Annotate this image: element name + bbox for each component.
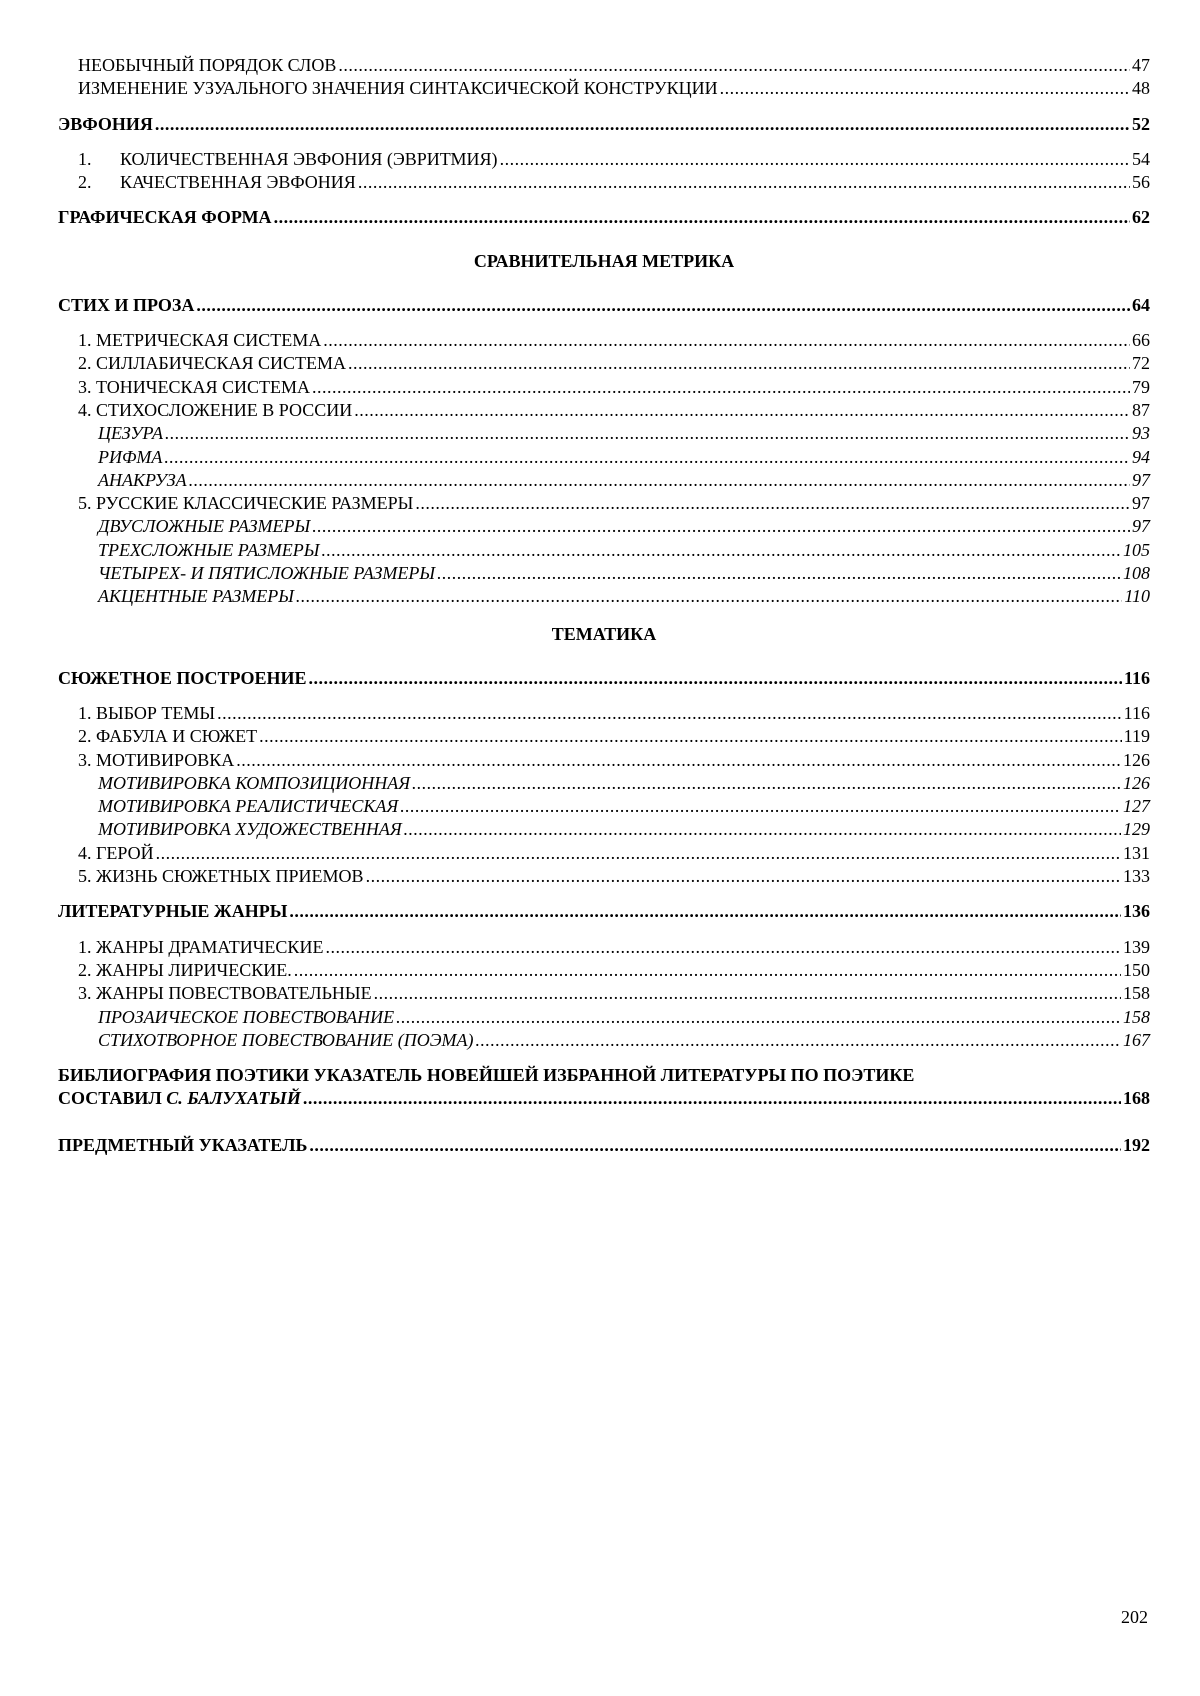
entry-title: ГРАФИЧЕСКАЯ ФОРМА <box>58 207 272 228</box>
entry-title: 2. ФАБУЛА И СЮЖЕТ <box>78 726 258 747</box>
table-of-contents <box>58 54 1150 1157</box>
entry-page: 97 <box>1132 493 1150 514</box>
dot-leader <box>155 113 1130 136</box>
dot-leader <box>294 959 1121 982</box>
entry-page: 52 <box>1132 113 1150 134</box>
entry-title: СЮЖЕТНОЕ ПОСТРОЕНИЕ <box>58 667 307 688</box>
toc-entry[interactable] <box>58 725 1150 748</box>
entry-title: ЦЕЗУРА <box>98 423 163 444</box>
dot-leader <box>303 1087 1121 1110</box>
toc-subentry[interactable] <box>58 585 1150 608</box>
entry-title: 2. СИЛЛАБИЧЕСКАЯ СИСТЕМА <box>78 353 346 374</box>
toc-section-entry[interactable] <box>58 113 1150 136</box>
entry-title: 2. ЖАНРЫ ЛИРИЧЕСКИЕ. <box>78 959 292 980</box>
entry-title: СТИХОТВОРНОЕ ПОВЕСТВОВАНИЕ (ПОЭМА) <box>98 1029 474 1050</box>
entry-title: 5. РУССКИЕ КЛАССИЧЕСКИЕ РАЗМЕРЫ <box>78 493 414 514</box>
dot-leader <box>274 206 1130 229</box>
entry-page: 167 <box>1123 1029 1150 1050</box>
entry-title: 1. ЖАНРЫ ДРАМАТИЧЕСКИЕ <box>78 936 324 957</box>
entry-page: 62 <box>1132 207 1150 228</box>
entry-page: 56 <box>1132 172 1150 193</box>
entry-title: МОТИВИРОВКА ХУДОЖЕСТВЕННАЯ <box>98 819 402 840</box>
entry-title: ПРЕДМЕТНЫЙ УКАЗАТЕЛЬ <box>58 1134 308 1155</box>
entry-title: СТИХ И ПРОЗА <box>58 294 195 315</box>
toc-entry[interactable] <box>58 702 1150 725</box>
part-heading: ТЕМАТИКА <box>551 623 657 644</box>
dot-leader <box>309 1134 1121 1157</box>
dot-leader <box>475 1029 1121 1052</box>
entry-title: ДВУСЛОЖНЫЕ РАЗМЕРЫ <box>98 516 311 537</box>
entry-page: 127 <box>1123 796 1150 817</box>
toc-entry[interactable] <box>58 936 1150 959</box>
entry-author: С. БАЛУХАТЫЙ <box>166 1088 301 1109</box>
entry-title: МОТИВИРОВКА РЕАЛИСТИЧЕСКАЯ <box>98 796 399 817</box>
entry-title: 3. МОТИВИРОВКА <box>78 749 235 770</box>
entry-title: 3. ЖАНРЫ ПОВЕСТВОВАТЕЛЬНЫЕ <box>78 983 372 1004</box>
dot-leader <box>437 562 1121 585</box>
dot-leader <box>312 515 1130 538</box>
entry-title: АНАКРУЗА <box>98 469 187 490</box>
dot-leader <box>236 749 1121 772</box>
dot-leader <box>189 469 1130 492</box>
toc-entry[interactable] <box>58 982 1150 1005</box>
toc-section-entry[interactable] <box>58 667 1150 690</box>
entry-title: 4. ГЕРОЙ <box>78 842 154 863</box>
dot-leader <box>325 936 1121 959</box>
entry-page: 131 <box>1123 842 1150 863</box>
dot-leader <box>217 702 1122 725</box>
dot-leader <box>165 422 1130 445</box>
entry-title: ЧЕТЫРЕХ- И ПЯТИСЛОЖНЫЕ РАЗМЕРЫ <box>98 563 436 584</box>
dot-leader <box>321 539 1121 562</box>
entry-page: 110 <box>1124 586 1150 607</box>
entry-page: 66 <box>1132 330 1150 351</box>
entry-number: 1. <box>78 148 92 169</box>
toc-subentry[interactable] <box>58 818 1150 841</box>
toc-section-entry[interactable] <box>58 1134 1150 1157</box>
dot-leader <box>312 376 1130 399</box>
entry-page: 93 <box>1132 423 1150 444</box>
entry-title: ЭВФОНИЯ <box>58 113 153 134</box>
toc-subentry[interactable] <box>58 1029 1150 1052</box>
dot-leader <box>400 795 1121 818</box>
entry-title: ИЗМЕНЕНИЕ УЗУАЛЬНОГО ЗНАЧЕНИЯ СИНТАКСИЧЕСКОЙ КОНСТРУКЦИИ <box>78 78 718 99</box>
toc-entry[interactable] <box>58 77 1150 100</box>
toc-subentry[interactable] <box>58 539 1150 562</box>
entry-title: АКЦЕНТНЫЕ РАЗМЕРЫ <box>98 586 294 607</box>
entry-page: 105 <box>1123 539 1150 560</box>
entry-page: 119 <box>1123 726 1150 747</box>
entry-page: 158 <box>1123 1006 1150 1027</box>
toc-subentry[interactable] <box>58 1006 1150 1029</box>
dot-leader <box>348 352 1130 375</box>
entry-page: 87 <box>1132 399 1150 420</box>
entry-title: МОТИВИРОВКА КОМПОЗИЦИОННАЯ <box>98 772 411 793</box>
entry-title: ПРОЗАИЧЕСКОЕ ПОВЕСТВОВАНИЕ <box>98 1006 395 1027</box>
entry-page: 48 <box>1132 78 1150 99</box>
entry-page: 158 <box>1123 983 1150 1004</box>
toc-entry[interactable] <box>58 352 1150 375</box>
dot-leader <box>296 585 1122 608</box>
dot-leader <box>289 900 1121 923</box>
toc-entry[interactable] <box>58 399 1150 422</box>
entry-page: 192 <box>1123 1134 1150 1155</box>
entry-page: 129 <box>1123 819 1150 840</box>
entry-page: 133 <box>1123 866 1150 887</box>
toc-entry[interactable] <box>58 54 1150 77</box>
entry-page: 97 <box>1132 516 1150 537</box>
toc-entry[interactable] <box>58 492 1150 515</box>
entry-title: 4. СТИХОСЛОЖЕНИЕ В РОССИИ <box>78 399 353 420</box>
toc-entry[interactable] <box>58 148 1150 171</box>
dot-leader <box>415 492 1130 515</box>
toc-section-entry[interactable] <box>58 900 1150 923</box>
entry-title: 1. МЕТРИЧЕСКАЯ СИСТЕМА <box>78 330 322 351</box>
entry-title: 5. ЖИЗНЬ СЮЖЕТНЫХ ПРИЕМОВ <box>78 866 364 887</box>
dot-leader <box>500 148 1130 171</box>
entry-page: 108 <box>1123 563 1150 584</box>
toc-subentry[interactable] <box>58 515 1150 538</box>
dot-leader <box>354 399 1130 422</box>
entry-page: 126 <box>1123 749 1150 770</box>
entry-title: КОЛИЧЕСТВЕННАЯ ЭВФОНИЯ (ЭВРИТМИЯ) <box>120 148 498 169</box>
entry-page: 54 <box>1132 148 1150 169</box>
toc-subentry[interactable] <box>58 772 1150 795</box>
toc-subentry[interactable] <box>58 562 1150 585</box>
dot-leader <box>404 818 1121 841</box>
dot-leader <box>338 54 1130 77</box>
entry-page: 136 <box>1123 901 1150 922</box>
dot-leader <box>366 865 1121 888</box>
dot-leader <box>323 329 1130 352</box>
entry-title: НЕОБЫЧНЫЙ ПОРЯДОК СЛОВ <box>78 55 337 75</box>
toc-subentry[interactable] <box>58 422 1150 445</box>
dot-leader <box>396 1006 1121 1029</box>
entry-title: 1. ВЫБОР ТЕМЫ <box>78 702 216 723</box>
entry-page: 116 <box>1123 667 1150 688</box>
dot-leader <box>720 77 1130 100</box>
entry-title: ЛИТЕРАТУРНЫЕ ЖАНРЫ <box>58 901 288 922</box>
toc-entry[interactable] <box>58 959 1150 982</box>
entry-page: 116 <box>1123 702 1150 723</box>
entry-page: 47 <box>1132 55 1150 75</box>
entry-page: 126 <box>1123 772 1150 793</box>
dot-leader <box>164 446 1130 469</box>
entry-title: КАЧЕСТВЕННАЯ ЭВФОНИЯ <box>120 172 356 193</box>
toc-entry[interactable] <box>58 329 1150 352</box>
toc-entry[interactable] <box>58 376 1150 399</box>
entry-title-line1: БИБЛИОГРАФИЯ ПОЭТИКИ УКАЗАТЕЛЬ НОВЕЙШЕЙ ИЗБРАННОЙ ЛИТЕРАТУРЫ ПО ПОЭТИКЕ <box>58 1065 915 1086</box>
entry-page: 64 <box>1132 294 1150 315</box>
entry-number: 2. <box>78 172 92 193</box>
page-number: 202 <box>1121 1607 1148 1627</box>
toc-entry[interactable] <box>58 749 1150 772</box>
entry-title: 3. ТОНИЧЕСКАЯ СИСТЕМА <box>78 376 310 397</box>
dot-leader <box>156 842 1121 865</box>
toc-section-entry[interactable] <box>58 294 1150 317</box>
entry-page: 79 <box>1132 376 1150 397</box>
toc-entry[interactable] <box>58 842 1150 865</box>
dot-leader <box>374 982 1121 1005</box>
part-heading: СРАВНИТЕЛЬНАЯ МЕТРИКА <box>473 250 735 271</box>
entry-page: 72 <box>1132 353 1150 374</box>
entry-page: 97 <box>1132 469 1150 490</box>
toc-entry[interactable] <box>58 171 1150 194</box>
dot-leader <box>196 294 1130 317</box>
entry-title-line2 <box>58 1087 1150 1110</box>
dot-leader <box>259 725 1122 748</box>
entry-page: 94 <box>1132 446 1150 467</box>
entry-page: 168 <box>1123 1088 1150 1109</box>
entry-title-prefix: СОСТАВИЛ <box>58 1088 167 1109</box>
entry-title: ТРЕХСЛОЖНЫЕ РАЗМЕРЫ <box>98 539 320 560</box>
entry-title: РИФМА <box>98 446 163 467</box>
toc-subentry[interactable] <box>58 446 1150 469</box>
dot-leader <box>358 171 1130 194</box>
entry-page: 139 <box>1123 936 1150 957</box>
dot-leader <box>412 772 1121 795</box>
toc-subentry[interactable] <box>58 795 1150 818</box>
bibliography-entry[interactable] <box>58 1064 1150 1111</box>
toc-entry[interactable] <box>58 865 1150 888</box>
entry-page: 150 <box>1123 959 1150 980</box>
dot-leader <box>308 667 1122 690</box>
toc-subentry[interactable] <box>58 469 1150 492</box>
toc-section-entry[interactable] <box>58 206 1150 229</box>
